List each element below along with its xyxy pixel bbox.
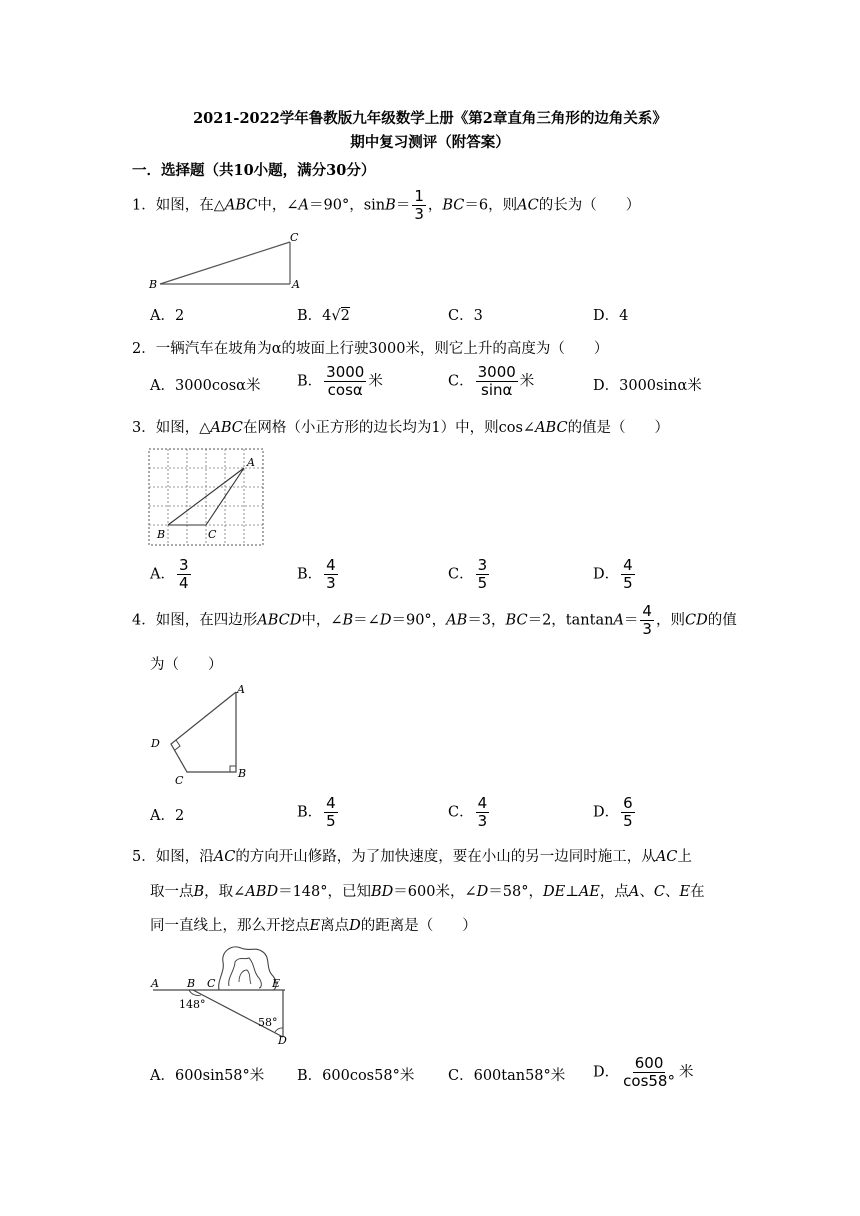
question-3-option-d[interactable]: D． $\frac{4}{5}$	[593, 556, 633, 592]
vertex-label: A	[237, 683, 245, 696]
vertex-label: A	[247, 456, 255, 469]
question-3-option-c[interactable]: C． $\frac{3}{5}$	[448, 556, 488, 592]
question-4-option-d[interactable]: D． $\frac{6}{5}$	[593, 794, 633, 830]
angle-label: 58°	[258, 1016, 278, 1029]
question-2-option-a[interactable]: A．3000cosα米	[150, 378, 261, 394]
question-3-option-b[interactable]: B． $\frac{4}{3}$	[297, 556, 336, 592]
question-1-option-b[interactable]: B．4√2	[297, 308, 350, 324]
question-4-figure	[145, 682, 265, 787]
question-3-option-a[interactable]: A． $\frac{3}{4}$	[150, 556, 189, 592]
question-5-option-d[interactable]: D． $\frac{600}{\cos 58^\circ}$ 米	[593, 1054, 694, 1090]
question-5-option-b[interactable]: B．600cos58°米	[297, 1068, 415, 1084]
question-4-option-c[interactable]: C． $\frac{4}{3}$	[448, 794, 488, 830]
angle-label: 148°	[179, 998, 206, 1011]
fraction: $\frac{1}{3}$	[414, 187, 424, 223]
question-5-text-line3: 同一直线上，那么开挖点E离点D的距离是（ ）	[150, 918, 477, 934]
vertex-label: B	[157, 528, 166, 541]
vertex-label: C	[175, 774, 184, 787]
vertex-label: A	[292, 278, 300, 291]
vertex-label: B	[238, 767, 247, 780]
document-title-line1: 2021-2022学年鲁教版九年级数学上册《第2章直角三角形的边角关系》	[193, 110, 667, 127]
question-2-option-c[interactable]: C． $\frac{3000}{\sin\alpha}$ 米	[448, 363, 535, 399]
vertex-label: D	[151, 737, 160, 750]
vertex-label: B	[149, 278, 158, 291]
question-4-option-b[interactable]: B． $\frac{4}{5}$	[297, 794, 336, 830]
question-3-text: 3．如图，△ABC在网格（小正方形的边长均为1）中，则cos∠ABC的值是（ ）	[132, 420, 670, 436]
vertex-label: C	[207, 977, 216, 990]
question-2-text: 2．一辆汽车在坡角为α的坡面上行驶3000米，则它上升的高度为（ ）	[132, 341, 609, 357]
question-4-text-line1: 4．如图，在四边形ABCD中，∠B＝∠D＝90°，AB＝3，BC＝2，tantanA＝ $\frac{4}{3}$ ，则CD的值	[132, 602, 737, 638]
question-1-text: 1．如图，在△ABC中，∠A＝90°，sinB＝ $\frac{1}{3}$ ，BC＝6，则AC的长为（ ）	[132, 187, 641, 223]
question-5-text-line1: 5．如图，沿AC的方向开山修路，为了加快速度，要在小山的另一边同时施工，从AC上	[132, 849, 692, 865]
question-3-grid-figure	[148, 448, 266, 548]
question-1-option-d[interactable]: D．4	[593, 308, 629, 324]
vertex-label: C	[208, 528, 217, 541]
vertex-label: E	[272, 977, 281, 990]
question-5-option-a[interactable]: A．600sin58°米	[150, 1068, 265, 1084]
question-5-option-c[interactable]: C．600tan58°米	[448, 1068, 566, 1084]
question-2-option-b[interactable]: B． $\frac{3000}{\cos\alpha}$ 米	[297, 363, 383, 399]
vertex-label: C	[290, 231, 299, 244]
question-4-option-a[interactable]: A．2	[150, 808, 185, 824]
section-heading: 一．选择题（共10小题，满分30分）	[132, 162, 376, 179]
question-4-text-line2: 为（ ）	[150, 657, 223, 673]
question-5-figure	[145, 940, 305, 1048]
document-title-line2: 期中复习测评（附答案）	[350, 134, 510, 151]
question-2-option-d[interactable]: D．3000sinα米	[593, 378, 702, 394]
question-1-figure	[140, 228, 340, 298]
question-1-option-c[interactable]: C．3	[448, 308, 483, 324]
vertex-label: A	[151, 977, 159, 990]
vertex-label: D	[278, 1034, 287, 1047]
question-1-option-a[interactable]: A．2	[150, 308, 185, 324]
vertex-label: B	[187, 977, 196, 990]
question-5-text-line2: 取一点B，取∠ABD＝148°，已知BD＝600米，∠D＝58°，DE⊥AE，点A、C、E在	[150, 884, 705, 900]
